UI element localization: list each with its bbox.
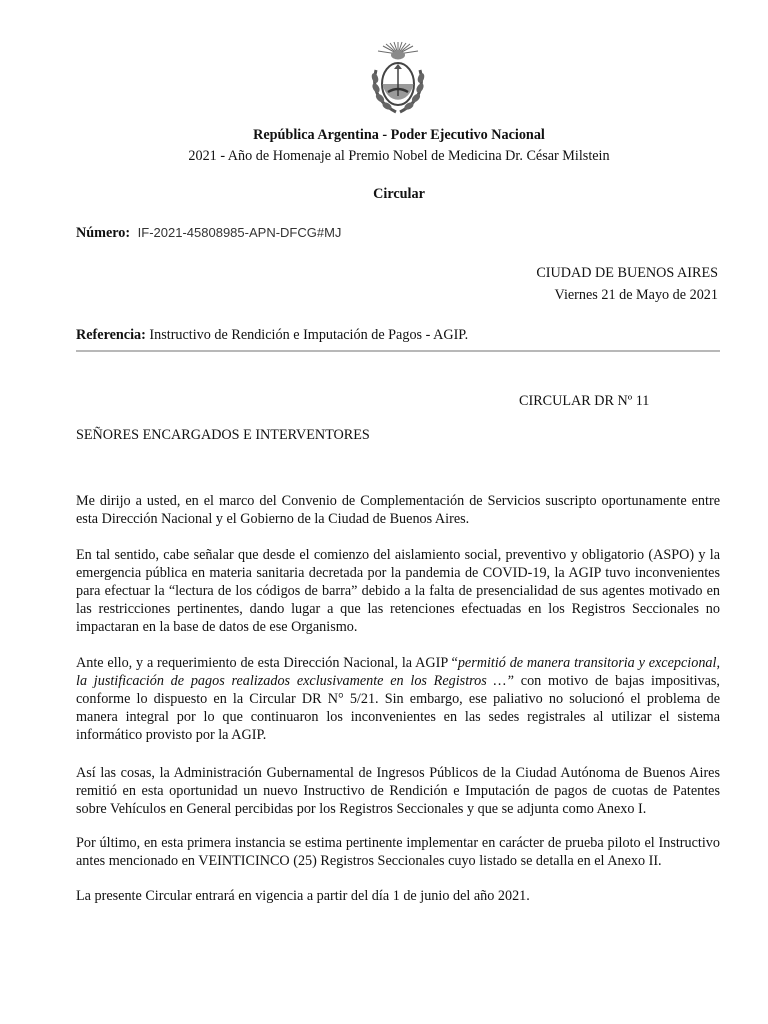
paragraph-4: Así las cosas, la Administración Gubernamental de Ingresos Públicos de la Ciudad Autónoma de Buenos Aires remitió en esta oportunidad un nuevo Instructivo de Rendición e Imputación de pagos de cuotas de Patentes sobre Vehículos en General percibidas por los Registros Seccionales y que se adjunta como Anexo I. — [76, 765, 720, 817]
paragraph-1: Me dirijo a usted, en el marco del Convenio de Complementación de Servicios suscripto oportunamente entre esta Dirección Nacional y el Gobierno de la Ciudad de Buenos Aires. — [76, 493, 720, 527]
paragraph-3-quote: permitió de manera transitoria y excepcional, la justificación de pagos realizados exclusivamente en los Registros …” — [76, 655, 720, 689]
document-number — [76, 224, 341, 242]
paragraph-6: La presente Circular entrará en vigencia a partir del día 1 de junio del año 2021. — [76, 888, 530, 904]
referencia-value: Instructivo de Rendición e Imputación de Pagos - AGIP. — [149, 327, 469, 343]
header-subtitle: 2021 - Año de Homenaje al Premio Nobel de Medicina Dr. César Milstein — [188, 148, 610, 164]
referencia-label: Referencia: — [76, 327, 146, 343]
document-city: CIUDAD DE BUENOS AIRES — [536, 265, 718, 281]
argentina-coat-of-arms-icon — [366, 40, 430, 116]
document-type-title: Circular — [373, 186, 425, 202]
header-title: República Argentina - Poder Ejecutivo Nacional — [253, 127, 545, 143]
circular-number: CIRCULAR DR Nº 11 — [519, 393, 650, 409]
paragraph-5: Por último, en esta primera instancia se estima pertinente implementar en carácter de prueba piloto el Instructivo antes mencionado en VEINTICINCO (25) Registros Seccionales cuyo listado se detalla en el Anexo II. — [76, 835, 720, 869]
numero-value: IF-2021-45808985-APN-DFCG#MJ — [137, 225, 342, 240]
document-reference — [76, 326, 468, 344]
numero-label: Número: — [76, 225, 131, 241]
document-date: Viernes 21 de Mayo de 2021 — [554, 287, 718, 303]
paragraph-2: En tal sentido, cabe señalar que desde el comienzo del aislamiento social, preventivo y obligatorio (ASPO) y la emergencia pública en materia sanitaria decretada por la pandemia de COVID-19, la AGIP tuvo inconvenientes para efectuar la “lectura de los códigos de barra” debido a la falta de presencialidad de sus agentes motivado en las restricciones pertinentes, dando lugar a que las retenciones efectuadas en los Registros Seccionales no impactaran en la base de datos de ese Organismo. — [76, 547, 720, 635]
paragraph-3-end: con motivo de bajas impositivas, conforme lo dispuesto en la Circular DR N° 5/21. Sin embargo, ese paliativo no solucionó el problema de manera integral por lo que continuaron los inconvenientes en las sedes registrales al utilizar el sistema informático provisto por la AGIP. — [76, 673, 720, 743]
paragraph-3-start: Ante ello, y a requerimiento de esta Dirección Nacional, la AGIP “ — [76, 655, 458, 671]
addressee: SEÑORES ENCARGADOS E INTERVENTORES — [76, 427, 370, 443]
paragraph-3 — [76, 654, 720, 744]
header-divider — [76, 350, 720, 352]
